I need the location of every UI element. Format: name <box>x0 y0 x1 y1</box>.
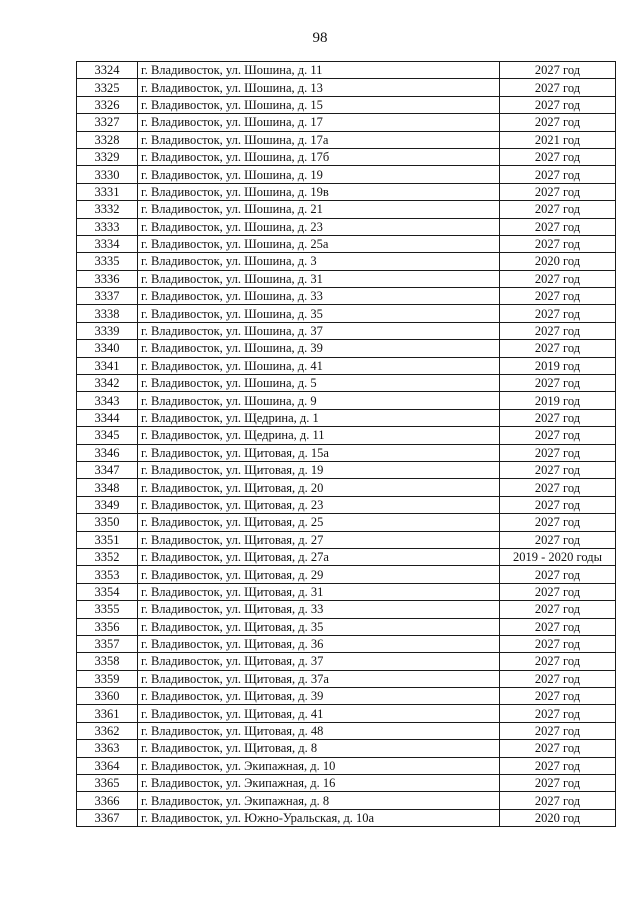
address-cell: г. Владивосток, ул. Шошина, д. 3 <box>138 253 500 270</box>
row-number-cell: 3330 <box>77 166 138 183</box>
row-number-cell: 3339 <box>77 322 138 339</box>
period-cell: 2027 год <box>500 653 616 670</box>
row-number-cell: 3350 <box>77 514 138 531</box>
table-row <box>77 340 616 357</box>
row-number-cell: 3344 <box>77 409 138 426</box>
table-row <box>77 62 616 79</box>
period-cell: 2027 год <box>500 288 616 305</box>
row-number-cell: 3353 <box>77 566 138 583</box>
table-row <box>77 601 616 618</box>
address-cell: г. Владивосток, ул. Шошина, д. 31 <box>138 270 500 287</box>
row-number-cell: 3366 <box>77 792 138 809</box>
address-cell: г. Владивосток, ул. Щитовая, д. 20 <box>138 479 500 496</box>
address-cell: г. Владивосток, ул. Шошина, д. 41 <box>138 357 500 374</box>
period-cell: 2027 год <box>500 114 616 131</box>
address-cell: г. Владивосток, ул. Шошина, д. 23 <box>138 218 500 235</box>
address-cell: г. Владивосток, ул. Шошина, д. 25а <box>138 235 500 252</box>
row-number-cell: 3333 <box>77 218 138 235</box>
address-cell: г. Владивосток, ул. Шошина, д. 37 <box>138 322 500 339</box>
table-body <box>77 62 616 827</box>
table-row <box>77 114 616 131</box>
period-cell: 2027 год <box>500 705 616 722</box>
table-row <box>77 479 616 496</box>
table-row <box>77 96 616 113</box>
address-cell: г. Владивосток, ул. Щитовая, д. 23 <box>138 496 500 513</box>
period-cell: 2027 год <box>500 757 616 774</box>
period-cell: 2027 год <box>500 479 616 496</box>
period-cell: 2019 год <box>500 392 616 409</box>
row-number-cell: 3328 <box>77 131 138 148</box>
address-cell: г. Владивосток, ул. Экипажная, д. 8 <box>138 792 500 809</box>
period-cell: 2027 год <box>500 740 616 757</box>
address-cell: г. Владивосток, ул. Щедрина, д. 1 <box>138 409 500 426</box>
row-number-cell: 3337 <box>77 288 138 305</box>
page-number: 98 <box>312 30 328 46</box>
period-cell: 2027 год <box>500 218 616 235</box>
period-cell: 2027 год <box>500 514 616 531</box>
table-row <box>77 270 616 287</box>
period-cell: 2027 год <box>500 79 616 96</box>
table-row <box>77 809 616 826</box>
period-cell: 2019 - 2020 годы <box>500 548 616 565</box>
table-row <box>77 305 616 322</box>
table-row <box>77 218 616 235</box>
period-cell: 2021 год <box>500 131 616 148</box>
row-number-cell: 3331 <box>77 183 138 200</box>
address-cell: г. Владивосток, ул. Экипажная, д. 16 <box>138 775 500 792</box>
table-row <box>77 583 616 600</box>
row-number-cell: 3351 <box>77 531 138 548</box>
address-cell: г. Владивосток, ул. Шошина, д. 19в <box>138 183 500 200</box>
table-row <box>77 531 616 548</box>
address-cell: г. Владивосток, ул. Щитовая, д. 27 <box>138 531 500 548</box>
address-cell: г. Владивосток, ул. Шошина, д. 21 <box>138 201 500 218</box>
address-cell: г. Владивосток, ул. Экипажная, д. 10 <box>138 757 500 774</box>
address-cell: г. Владивосток, ул. Шошина, д. 9 <box>138 392 500 409</box>
period-cell: 2027 год <box>500 670 616 687</box>
row-number-cell: 3365 <box>77 775 138 792</box>
row-number-cell: 3338 <box>77 305 138 322</box>
row-number-cell: 3332 <box>77 201 138 218</box>
table-row <box>77 444 616 461</box>
period-cell: 2027 год <box>500 148 616 165</box>
table-row <box>77 740 616 757</box>
row-number-cell: 3336 <box>77 270 138 287</box>
address-cell: г. Владивосток, ул. Шошина, д. 17б <box>138 148 500 165</box>
address-cell: г. Владивосток, ул. Щитовая, д. 27а <box>138 548 500 565</box>
row-number-cell: 3362 <box>77 722 138 739</box>
period-cell: 2019 год <box>500 357 616 374</box>
period-cell: 2027 год <box>500 618 616 635</box>
row-number-cell: 3342 <box>77 375 138 392</box>
period-cell: 2027 год <box>500 601 616 618</box>
row-number-cell: 3361 <box>77 705 138 722</box>
row-number-cell: 3347 <box>77 461 138 478</box>
period-cell: 2027 год <box>500 444 616 461</box>
table-row <box>77 653 616 670</box>
table-row <box>77 688 616 705</box>
period-cell: 2027 год <box>500 635 616 652</box>
address-cell: г. Владивосток, ул. Щитовая, д. 29 <box>138 566 500 583</box>
period-cell: 2020 год <box>500 253 616 270</box>
address-cell: г. Владивосток, ул. Щитовая, д. 25 <box>138 514 500 531</box>
table-row <box>77 670 616 687</box>
table-row <box>77 409 616 426</box>
row-number-cell: 3325 <box>77 79 138 96</box>
address-cell: г. Владивосток, ул. Шошина, д. 15 <box>138 96 500 113</box>
table-row <box>77 201 616 218</box>
table-row <box>77 148 616 165</box>
period-cell: 2027 год <box>500 235 616 252</box>
period-cell: 2027 год <box>500 375 616 392</box>
table-row <box>77 548 616 565</box>
period-cell: 2027 год <box>500 270 616 287</box>
table-row <box>77 618 616 635</box>
address-cell: г. Владивосток, ул. Щитовая, д. 35 <box>138 618 500 635</box>
address-cell: г. Владивосток, ул. Южно-Уральская, д. 10а <box>138 809 500 826</box>
period-cell: 2027 год <box>500 566 616 583</box>
period-cell: 2027 год <box>500 775 616 792</box>
address-cell: г. Владивосток, ул. Шошина, д. 13 <box>138 79 500 96</box>
table-row <box>77 427 616 444</box>
row-number-cell: 3327 <box>77 114 138 131</box>
address-cell: г. Владивосток, ул. Шошина, д. 5 <box>138 375 500 392</box>
period-cell: 2027 год <box>500 688 616 705</box>
row-number-cell: 3324 <box>77 62 138 79</box>
period-cell: 2027 год <box>500 427 616 444</box>
row-number-cell: 3358 <box>77 653 138 670</box>
address-cell: г. Владивосток, ул. Щитовая, д. 19 <box>138 461 500 478</box>
address-cell: г. Владивосток, ул. Шошина, д. 35 <box>138 305 500 322</box>
address-cell: г. Владивосток, ул. Щитовая, д. 37а <box>138 670 500 687</box>
period-cell: 2027 год <box>500 96 616 113</box>
row-number-cell: 3364 <box>77 757 138 774</box>
table-row <box>77 392 616 409</box>
table-row <box>77 775 616 792</box>
address-cell: г. Владивосток, ул. Щитовая, д. 41 <box>138 705 500 722</box>
period-cell: 2027 год <box>500 461 616 478</box>
row-number-cell: 3346 <box>77 444 138 461</box>
table-row <box>77 253 616 270</box>
period-cell: 2027 год <box>500 792 616 809</box>
table-row <box>77 705 616 722</box>
period-cell: 2027 год <box>500 166 616 183</box>
table-row <box>77 461 616 478</box>
address-cell: г. Владивосток, ул. Щитовая, д. 31 <box>138 583 500 600</box>
table-row <box>77 357 616 374</box>
period-cell: 2027 год <box>500 201 616 218</box>
row-number-cell: 3335 <box>77 253 138 270</box>
row-number-cell: 3352 <box>77 548 138 565</box>
row-number-cell: 3354 <box>77 583 138 600</box>
row-number-cell: 3355 <box>77 601 138 618</box>
table-row <box>77 166 616 183</box>
period-cell: 2027 год <box>500 496 616 513</box>
period-cell: 2027 год <box>500 409 616 426</box>
address-cell: г. Владивосток, ул. Щитовая, д. 37 <box>138 653 500 670</box>
period-cell: 2020 год <box>500 809 616 826</box>
table-row <box>77 288 616 305</box>
address-cell: г. Владивосток, ул. Шошина, д. 17а <box>138 131 500 148</box>
period-cell: 2027 год <box>500 322 616 339</box>
address-cell: г. Владивосток, ул. Щитовая, д. 15а <box>138 444 500 461</box>
row-number-cell: 3334 <box>77 235 138 252</box>
period-cell: 2027 год <box>500 583 616 600</box>
address-cell: г. Владивосток, ул. Щитовая, д. 33 <box>138 601 500 618</box>
row-number-cell: 3367 <box>77 809 138 826</box>
address-cell: г. Владивосток, ул. Шошина, д. 39 <box>138 340 500 357</box>
address-cell: г. Владивосток, ул. Щитовая, д. 48 <box>138 722 500 739</box>
period-cell: 2027 год <box>500 305 616 322</box>
row-number-cell: 3340 <box>77 340 138 357</box>
table-row <box>77 79 616 96</box>
row-number-cell: 3356 <box>77 618 138 635</box>
row-number-cell: 3359 <box>77 670 138 687</box>
row-number-cell: 3329 <box>77 148 138 165</box>
address-cell: г. Владивосток, ул. Щитовая, д. 39 <box>138 688 500 705</box>
period-cell: 2027 год <box>500 62 616 79</box>
address-cell: г. Владивосток, ул. Шошина, д. 17 <box>138 114 500 131</box>
table-row <box>77 322 616 339</box>
table-row <box>77 757 616 774</box>
row-number-cell: 3341 <box>77 357 138 374</box>
table-row <box>77 635 616 652</box>
table-row <box>77 566 616 583</box>
address-table <box>76 61 616 827</box>
table-row <box>77 131 616 148</box>
address-cell: г. Владивосток, ул. Шошина, д. 11 <box>138 62 500 79</box>
table-row <box>77 514 616 531</box>
table-row <box>77 235 616 252</box>
row-number-cell: 3360 <box>77 688 138 705</box>
table-row <box>77 496 616 513</box>
address-cell: г. Владивосток, ул. Щедрина, д. 11 <box>138 427 500 444</box>
row-number-cell: 3349 <box>77 496 138 513</box>
row-number-cell: 3343 <box>77 392 138 409</box>
period-cell: 2027 год <box>500 722 616 739</box>
table-row <box>77 722 616 739</box>
row-number-cell: 3326 <box>77 96 138 113</box>
table-row <box>77 792 616 809</box>
table-row <box>77 375 616 392</box>
table-row <box>77 183 616 200</box>
period-cell: 2027 год <box>500 340 616 357</box>
address-cell: г. Владивосток, ул. Шошина, д. 19 <box>138 166 500 183</box>
address-cell: г. Владивосток, ул. Щитовая, д. 8 <box>138 740 500 757</box>
period-cell: 2027 год <box>500 183 616 200</box>
address-cell: г. Владивосток, ул. Щитовая, д. 36 <box>138 635 500 652</box>
period-cell: 2027 год <box>500 531 616 548</box>
row-number-cell: 3357 <box>77 635 138 652</box>
row-number-cell: 3363 <box>77 740 138 757</box>
row-number-cell: 3345 <box>77 427 138 444</box>
row-number-cell: 3348 <box>77 479 138 496</box>
address-cell: г. Владивосток, ул. Шошина, д. 33 <box>138 288 500 305</box>
